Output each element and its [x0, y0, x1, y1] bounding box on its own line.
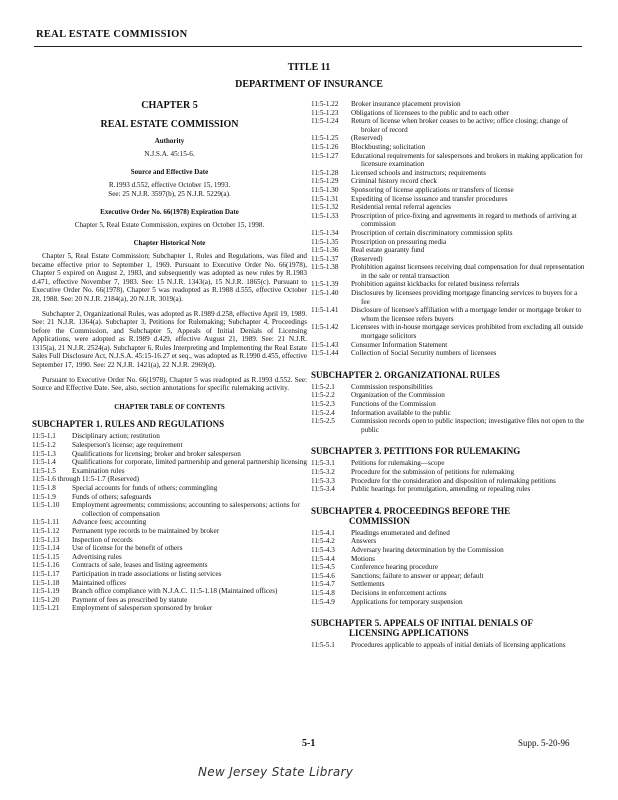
section-title: Motions: [351, 554, 375, 563]
section-title: Public hearings for promulgation, amending or repealing rules: [351, 485, 531, 494]
toc-entry: [32, 501, 307, 518]
section-title: 11:5-1.6 through 11:5-1.7 (Reserved): [32, 475, 140, 484]
section-title: Prohibition against licensees receiving dual compensation for dual representation in the sale or rental transaction: [351, 263, 585, 280]
section-title: Residential rental referral agencies: [351, 203, 451, 212]
section-title: Sanctions; failure to answer or appear; default: [351, 571, 484, 580]
section-title: Collection of Social Security numbers of licensees: [351, 349, 497, 358]
section-number: 11:5-1.24: [311, 117, 339, 126]
toc-entry: [311, 212, 587, 229]
section-number: 11:5-1.32: [311, 203, 339, 212]
toc-entry: [32, 604, 307, 613]
section-title: Proscription of price-fixing and agreements in regard to methods of arriving at commission: [351, 211, 577, 229]
section-number: 11:5-4.5: [311, 563, 335, 572]
toc-entry: [311, 186, 587, 195]
subchapter-3-heading: SUBCHAPTER 3. PETITIONS FOR RULEMAKING: [311, 446, 521, 457]
section-number: 11:5-1.29: [311, 177, 339, 186]
running-header: REAL ESTATE COMMISSION: [36, 29, 188, 40]
toc-entry: [311, 117, 587, 134]
section-number: 11:5-3.3: [311, 476, 335, 485]
section-title: Participation in trade associations or listing services: [72, 569, 222, 578]
section-number: 11:5-4.2: [311, 537, 335, 546]
section-title: Disciplinary action; restitution: [72, 432, 160, 441]
toc-entry: [32, 475, 307, 484]
section-number: 11:5-1.34: [311, 228, 339, 237]
section-number: 11:5-3.1: [311, 459, 335, 468]
section-title: Conference hearing procedure: [351, 563, 439, 572]
section-number: 11:5-2.2: [311, 391, 335, 400]
section-title: Answers: [351, 537, 377, 546]
section-title: Inspection of records: [72, 535, 133, 544]
section-title: Advertising rules: [72, 552, 122, 561]
section-number: 11:5-4.1: [311, 528, 335, 537]
section-number: 11:5-1.20: [32, 595, 60, 604]
section-title: Functions of the Commission: [351, 400, 436, 408]
section-number: 11:5-1.40: [311, 289, 339, 298]
section-number: 11:5-1.19: [32, 587, 60, 596]
section-title: Maintained offices: [72, 578, 126, 587]
authority-heading: Authority: [154, 137, 185, 146]
toc-entry: [311, 546, 587, 555]
section-number: 11:5-1.38: [311, 263, 339, 272]
section-title: Commission responsibilities: [351, 382, 433, 391]
section-number: 11:5-1.18: [32, 578, 60, 587]
section-title: Broker insurance placement provision: [351, 100, 461, 108]
section-title: Payment of fees as prescribed by statute: [72, 595, 188, 604]
toc-entry: [311, 169, 587, 178]
subchapter-1-heading: SUBCHAPTER 1. RULES AND REGULATIONS: [32, 419, 225, 430]
historical-note-paragraph: Pursuant to Executive Order No. 66(1978), Chapter 5 was readopted as R.1993 d.552. See: Source and Effective Date. See, also, section annotations for specific rulemaking activity.: [32, 375, 307, 393]
section-number: 11:5-1.30: [311, 185, 339, 194]
section-number: 11:5-1.43: [311, 340, 339, 349]
toc-entry: [311, 100, 587, 109]
toc-entry: [311, 134, 587, 143]
toc-entry: [311, 246, 587, 255]
department-title: DEPARTMENT OF INSURANCE: [235, 79, 383, 90]
source-line-2: See: 25 N.J.R. 3597(b), 25 N.J.R. 5229(a).: [108, 189, 231, 198]
toc-entry: [311, 289, 587, 306]
section-title: Examination rules: [72, 466, 125, 475]
section-number: 11:5-1.42: [311, 323, 339, 332]
section-number: 11:5-1.25: [311, 134, 339, 143]
section-title: Organization of the Commission: [351, 391, 445, 400]
section-number: 11:5-1.14: [32, 544, 60, 553]
section-number: 11:5-1.37: [311, 254, 339, 263]
toc-entry: [311, 485, 587, 494]
toc-entry: [311, 459, 587, 468]
toc-entry: [32, 432, 307, 441]
subchapter-4-heading: [311, 506, 587, 526]
subchapter-4-heading-line: COMMISSION: [349, 515, 411, 526]
section-number: 11:5-4.7: [311, 580, 335, 589]
toc-entry: [311, 238, 587, 247]
section-number: 11:5-1.11: [32, 518, 60, 527]
toc-entry: [311, 306, 587, 323]
section-title: Employment agreements; commissions; accounting to salespersons; actions for collection of compensation: [72, 501, 300, 518]
toc-entry: [311, 177, 587, 186]
toc-heading: CHAPTER TABLE OF CONTENTS: [114, 402, 225, 411]
section-title: Blockbusting; solicitation: [351, 142, 426, 151]
section-title: (Reserved): [351, 134, 383, 143]
section-number: 11:5-4.8: [311, 588, 335, 597]
section-title: Pleadings enumerated and defined: [351, 528, 450, 537]
section-number: 11:5-2.3: [311, 400, 335, 408]
section-number: 11:5-4.4: [311, 554, 335, 563]
section-number: 11:5-1.12: [32, 526, 60, 535]
chapter-name: REAL ESTATE COMMISSION: [100, 118, 239, 130]
section-title: Consumer Information Statement: [351, 340, 448, 349]
toc-entry: [311, 555, 587, 564]
toc-entry: [311, 589, 587, 598]
subchapter-4-heading-line: SUBCHAPTER 4. PROCEEDINGS BEFORE THE: [311, 505, 511, 516]
historical-note-heading: Chapter Historical Note: [133, 239, 206, 248]
toc-entry: [311, 341, 587, 350]
subchapter-5-heading-line: LICENSING APPLICATIONS: [349, 628, 469, 639]
section-number: 11:5-1.36: [311, 246, 339, 255]
section-title: Permanent type records to be maintained by broker: [72, 526, 220, 535]
toc-entry: [311, 417, 587, 434]
toc-entry: [311, 400, 587, 409]
toc-entry: [32, 484, 307, 493]
section-number: 11:5-1.9: [32, 492, 56, 501]
page-number: 5-1: [302, 738, 316, 749]
toc-entry: [311, 468, 587, 477]
toc-entry: [32, 579, 307, 588]
toc-entry: [311, 477, 587, 486]
toc-entry: [311, 598, 587, 607]
toc-entry: [311, 537, 587, 546]
toc-entry: [311, 391, 587, 400]
chapter-number: CHAPTER 5: [141, 100, 198, 111]
subchapter-5-heading-line: SUBCHAPTER 5. APPEALS OF INITIAL DENIALS OF: [311, 618, 533, 629]
section-title: Disclosure of licensee's affiliation with a mortgage lender or mortgage broker to whom the licensee refers buyers: [351, 306, 582, 323]
section-title: Proscription on pressuring media: [351, 237, 447, 246]
section-number: 11:5-1.26: [311, 142, 339, 151]
toc-entry: [32, 467, 307, 476]
toc-entry: [311, 143, 587, 152]
subchapter-2-heading: SUBCHAPTER 2. ORGANIZATIONAL RULES: [311, 369, 500, 380]
section-title: Petitions for rulemaking—scope: [351, 459, 445, 468]
section-number: 11:5-2.1: [311, 382, 335, 391]
section-number: 11:5-1.31: [311, 194, 339, 203]
section-number: 11:5-1.2: [32, 441, 56, 450]
toc-entry: [32, 553, 307, 562]
section-title: Disclosures by licensees providing mortgage financing services to buyers for a fee: [351, 289, 578, 306]
section-title: Criminal history record check: [351, 177, 438, 186]
subchapter-2-list: [311, 383, 587, 435]
section-number: 11:5-1.35: [311, 237, 339, 246]
section-title: (Reserved): [351, 254, 383, 263]
toc-entry: [311, 529, 587, 538]
toc-entry: [32, 458, 307, 467]
section-title: Licensees with in-house mortgage services prohibited from excluding all outside mortgage solicitors: [351, 323, 584, 341]
source-heading: Source and Effective Date: [130, 168, 209, 177]
section-title: Educational requirements for salespersons and brokers in making application for licensure examination: [351, 151, 583, 169]
section-title: Advance fees; accounting: [72, 518, 147, 527]
section-title: Obligations of licensees to the public and to each other: [351, 108, 509, 117]
title-number: TITLE 11: [287, 62, 331, 73]
toc-entry: [311, 572, 587, 581]
toc-entry: [311, 229, 587, 238]
section-title: Applications for temporary suspension: [351, 597, 463, 606]
toc-entry: [32, 536, 307, 545]
toc-entry: [311, 383, 587, 392]
section-number: 11:5-1.5: [32, 466, 56, 475]
subchapter-4-list: [311, 529, 587, 606]
toc-entry: [32, 587, 307, 596]
toc-entry: [311, 255, 587, 264]
toc-entry: [311, 641, 587, 650]
section-title: Procedure for the submission of petitions for rulemaking: [351, 467, 515, 476]
section-title: Real estate guaranty fund: [351, 246, 425, 255]
subchapter-3-list: [311, 459, 587, 493]
toc-entry: [311, 349, 587, 358]
section-number: 11:5-3.4: [311, 485, 335, 494]
section-title: Return of license when broker ceases to be active; office closing; change of broker of record: [351, 117, 569, 134]
right-column: [311, 100, 587, 650]
section-title: Special accounts for funds of others; commingling: [72, 484, 218, 492]
section-title: Adversary hearing determination by the Commission: [351, 545, 504, 554]
section-title: Branch office compliance with N.J.A.C. 11:5-1.18 (Maintained offices): [72, 587, 278, 596]
section-title: Prohibition against kickbacks for related business referrals: [351, 280, 520, 289]
supplement-date: Supp. 5-20-96: [518, 738, 570, 748]
section-title: Sponsoring of license applications or transfers of license: [351, 185, 514, 194]
section-title: Use of license for the benefit of others: [72, 544, 183, 553]
toc-entry: [32, 450, 307, 459]
toc-entry: [311, 109, 587, 118]
exec-order-text: Chapter 5, Real Estate Commission, expires on October 15, 1998.: [74, 220, 265, 229]
toc-entry: [32, 596, 307, 605]
section-number: 11:5-1.13: [32, 535, 60, 544]
toc-entry: [311, 580, 587, 589]
subchapter-1-list-continued: [311, 100, 587, 358]
section-number: 11:5-1.4: [32, 458, 56, 467]
section-number: 11:5-4.3: [311, 545, 335, 554]
toc-entry: [311, 152, 587, 169]
section-number: 11:5-1.44: [311, 349, 339, 358]
section-title: Settlements: [351, 580, 385, 589]
section-number: 11:5-1.22: [311, 100, 339, 108]
toc-entry: [32, 493, 307, 502]
section-number: 11:5-1.17: [32, 569, 60, 578]
toc-entry: [32, 570, 307, 579]
section-title: Proscription of certain discriminatory commission splits: [351, 228, 513, 237]
section-title: Procedure for the consideration and disposition of rulemaking petitions: [351, 476, 556, 485]
section-number: 11:5-5.1: [311, 641, 335, 650]
section-title: Expediting of license issuance and transfer procedures: [351, 194, 508, 203]
toc-entry: [32, 518, 307, 527]
source-line-1: R.1993 d.552, effective October 15, 1993.: [108, 180, 231, 189]
subchapter-5-heading: [311, 618, 587, 638]
section-number: 11:5-1.28: [311, 168, 339, 177]
section-number: 11:5-1.41: [311, 306, 339, 315]
section-number: 11:5-4.9: [311, 597, 335, 606]
section-title: Qualifications for corporate, limited partnership and general partnership licensing: [72, 458, 307, 467]
authority-text: N.J.S.A. 45:15-6.: [144, 149, 195, 158]
section-number: 11:5-4.6: [311, 571, 335, 580]
toc-entry: [311, 203, 587, 212]
historical-note-paragraph: Chapter 5, Real Estate Commission; Subchapter 1, Rules and Regulations, was filed and became effective prior to September 1, 1969. Pursuant to Executive Order No. 66(1978), Chapter 5 expired on August 2, 1983, and subsequently was adopted as new rules by R.1983 d.471, effective November 7, 1983. See: 15 N.J.R. 1343(a), 15 N.J.R. 1865(c). Pursuant to Executive Order No. 66(1978), Chapter 5 was readopted as R.1988 d.555, effective October 28, 1988. See: 20 N.J.R. 2184(a), 20 N.J.R. 3019(a).: [32, 251, 307, 303]
section-title: Contracts of sale, leases and listing agreements: [72, 561, 208, 570]
subchapter-1-list: [32, 432, 307, 612]
left-column: [32, 98, 307, 613]
header-rule: [34, 46, 582, 47]
toc-entry: [311, 263, 587, 280]
section-number: 11:5-1.33: [311, 211, 339, 220]
library-stamp: New Jersey State Library: [198, 765, 354, 779]
section-number: 11:5-1.15: [32, 552, 60, 561]
toc-entry: [32, 441, 307, 450]
section-title: Salesperson's license; age requirement: [72, 441, 183, 450]
section-number: 11:5-2.4: [311, 408, 335, 417]
section-number: 11:5-1.21: [32, 604, 60, 613]
section-title: Funds of others; safeguards: [72, 492, 152, 501]
section-number: 11:5-2.5: [311, 417, 335, 426]
section-number: 11:5-1.39: [311, 280, 339, 289]
section-title: Information available to the public: [351, 408, 451, 417]
historical-note-paragraph: Subchapter 2, Organizational Rules, was adopted as R.1989 d.258, effective April 19, 1989. See: 21 N.J.R. 1364(a). Subchapter 3, Petitions for Rulemaking; Subchapter 4, Proceedings before the Commission, and Subchapter 5, Appeals of Initial Denials of Licensing Applications, were adopted as R.1989 d.429, effective August 21, 1989. See: 21 N.J.R. 1315(a), 21 N.J.R. 2524(a). Subchapter 6, Rules Interpreting and Implementing the Real Estate Sales Full Disclosure Act, N.J.S.A. 45:15-16.27 et seq., was adopted as R.1990 d.455, effective September 17, 1990. See: 22 N.J.R. 1421(a), 22 N.J.R. 2969(d).: [32, 309, 307, 370]
toc-entry: [311, 409, 587, 418]
section-number: 11:5-1.3: [32, 449, 56, 458]
toc-entry: [311, 323, 587, 340]
exec-order-heading: Executive Order No. 66(1978) Expiration Date: [100, 208, 239, 217]
section-title: Commission records open to public inspection; investigative files not open to the public: [351, 417, 584, 434]
section-number: 11:5-1.1: [32, 432, 56, 441]
section-title: Decisions in enforcement actions: [351, 588, 447, 597]
toc-entry: [32, 544, 307, 553]
subchapter-5-list: [311, 641, 587, 650]
section-number: 11:5-1.10: [32, 501, 60, 510]
section-number: 11:5-1.8: [32, 484, 56, 492]
section-number: 11:5-1.27: [311, 151, 339, 160]
toc-entry: [311, 280, 587, 289]
toc-entry: [311, 195, 587, 204]
section-title: Employment of salesperson sponsored by broker: [72, 604, 213, 613]
section-number: 11:5-3.2: [311, 467, 335, 476]
section-number: 11:5-1.16: [32, 561, 60, 570]
section-title: Qualifications for licensing; broker and broker salesperson: [72, 449, 241, 458]
section-title: Procedures applicable to appeals of initial denials of licensing applications: [351, 641, 566, 650]
toc-entry: [32, 561, 307, 570]
section-number: 11:5-1.23: [311, 108, 339, 117]
section-title: Licensed schools and instructors; requirements: [351, 168, 486, 177]
toc-entry: [311, 563, 587, 572]
toc-entry: [32, 527, 307, 536]
